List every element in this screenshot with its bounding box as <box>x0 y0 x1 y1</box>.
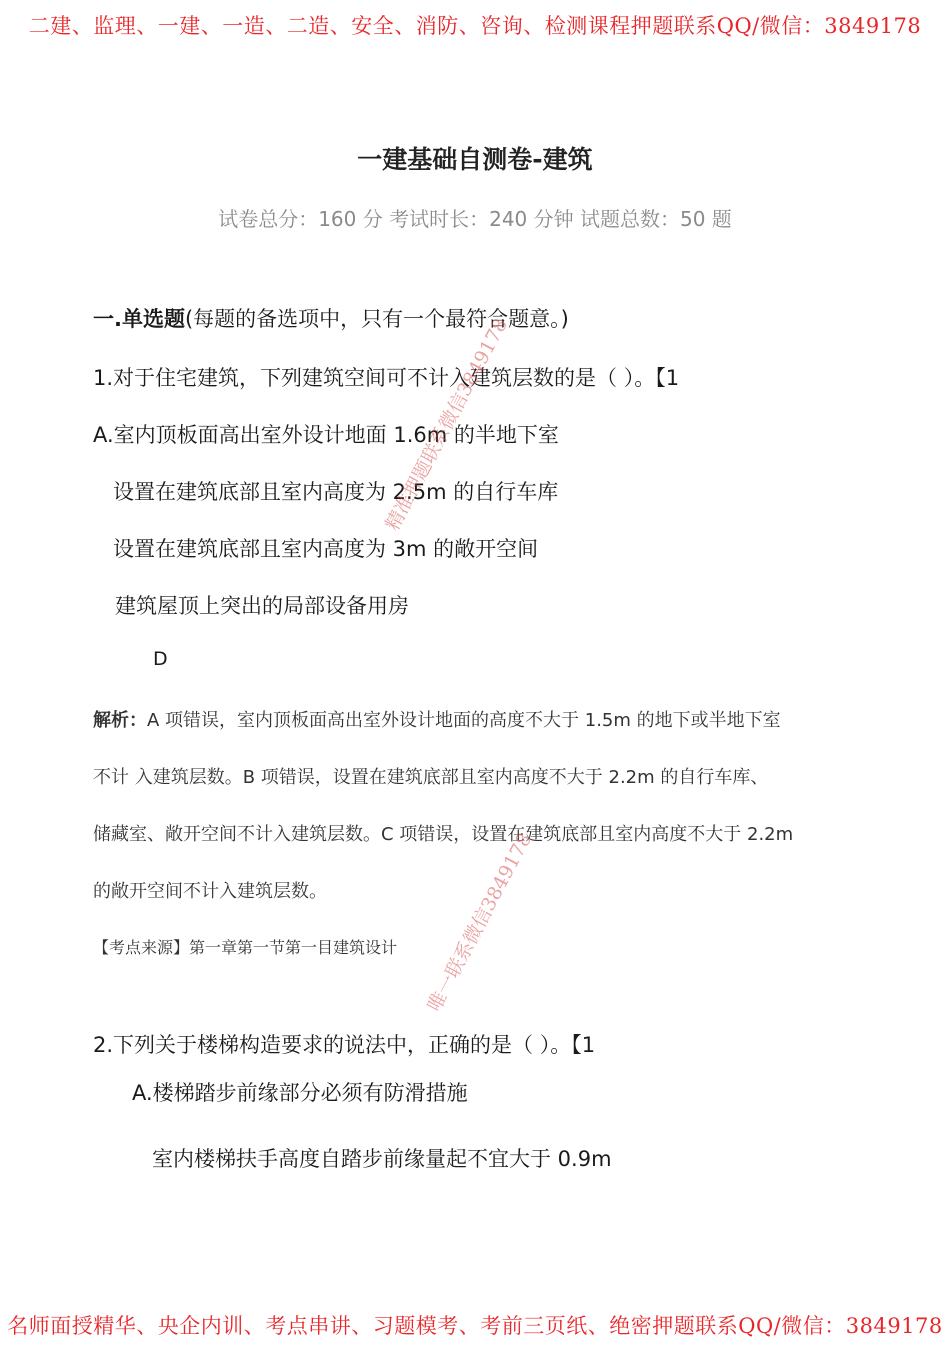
analysis-text: A 项错误，室内顶板面高出室外设计地面的高度不大于 1.5m 的地下或半地下室 <box>147 710 781 731</box>
q1-analysis-line-4: 的敞开空间不计入建筑层数。 <box>93 881 327 902</box>
watermark-1: 精准押题联系微信3849178 <box>381 314 513 535</box>
q1-option-b: 设置在建筑底部且室内高度为 2.5m 的自行车库 <box>113 480 559 504</box>
question-1-stem: 1.对于住宅建筑，下列建筑空间可不计入建筑层数的是（ ）。【1 <box>93 366 680 390</box>
section-note: (每题的备选项中，只有一个最符合题意。) <box>184 307 569 331</box>
q1-source: 【考点来源】第一章第一节第一目建筑设计 <box>93 938 398 957</box>
q1-option-a: A.室内顶板面高出室外设计地面 1.6m 的半地下室 <box>93 423 559 447</box>
q2-option-b: 室内楼梯扶手高度自踏步前缘量起不宜大于 0.9m <box>152 1147 612 1171</box>
section-label: 一.单选题 <box>93 307 185 331</box>
question-2-stem: 2.下列关于楼梯构造要求的说法中，正确的是（ ）。【1 <box>93 1033 596 1057</box>
exam-meta: 试卷总分：160 分 考试时长：240 分钟 试题总数：50 题 <box>218 207 732 231</box>
q1-answer: D <box>153 648 168 670</box>
q1-analysis-line-1 <box>93 706 781 732</box>
header-ad: 二建、监理、一建、一造、二造、安全、消防、咨询、检测课程押题联系QQ/微信：3849178 <box>28 14 922 38</box>
page-title: 一建基础自测卷-建筑 <box>357 145 593 174</box>
q2-option-a: A.楼梯踏步前缘部分必须有防滑措施 <box>132 1081 468 1105</box>
analysis-label: 解析： <box>93 710 147 731</box>
q1-analysis-line-2: 不计 入建筑层数。B 项错误，设置在建筑底部且室内高度不大于 2.2m 的自行车库、 <box>93 767 769 788</box>
watermark-2: 唯一联系微信3849178 <box>423 829 537 1016</box>
q1-option-c: 设置在建筑底部且室内高度为 3m 的敞开空间 <box>113 537 539 561</box>
footer-ad: 名师面授精华、央企内训、考点串讲、习题模考、考前三页纸、绝密押题联系QQ/微信：3849178 <box>7 1314 943 1338</box>
q1-analysis-line-3: 储藏室、敞开空间不计入建筑层数。C 项错误，设置在建筑底部且室内高度不大于 2.2m <box>93 824 794 845</box>
q1-option-d: 建筑屋顶上突出的局部设备用房 <box>115 594 409 618</box>
